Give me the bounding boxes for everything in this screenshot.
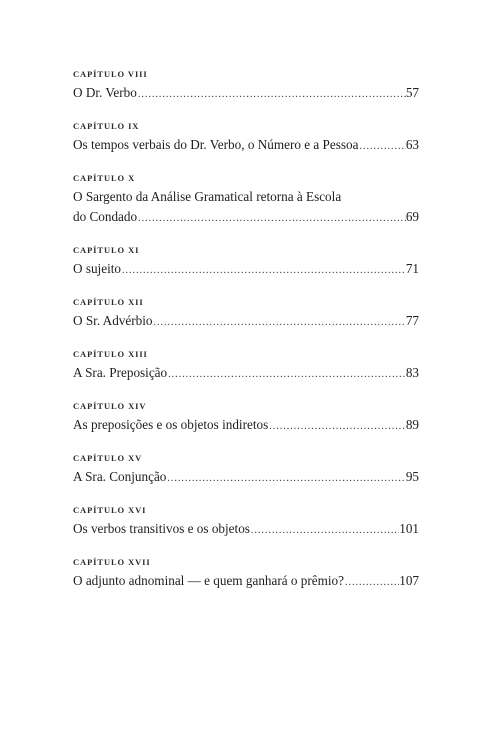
page-number: 101 (399, 521, 419, 536)
toc-entry-chapter-14[interactable] (73, 400, 419, 437)
chapter-title: As preposições e os objetos indiretos (73, 417, 269, 432)
chapter-label: CAPÍTULO IX (73, 121, 140, 131)
toc-entry-chapter-11[interactable] (73, 244, 419, 281)
table-of-contents (73, 68, 419, 608)
dot-leader (268, 417, 406, 437)
page-number: 89 (405, 417, 419, 432)
chapter-label: CAPÍTULO VIII (73, 69, 148, 79)
chapter-label: CAPÍTULO XI (73, 245, 140, 255)
page-number: 57 (405, 85, 419, 100)
toc-entry-chapter-8[interactable] (73, 68, 419, 105)
chapter-title: O Dr. Verbo (73, 85, 137, 100)
chapter-label: CAPÍTULO XV (73, 453, 143, 463)
chapter-label: CAPÍTULO X (73, 173, 136, 183)
chapter-title: O sujeito (73, 261, 121, 276)
chapter-title-line-1: O Sargento da Análise Gramatical retorna à Escola (73, 189, 342, 204)
chapter-title: A Sra. Preposição (73, 365, 168, 380)
chapter-title: O Sr. Advérbio (73, 313, 153, 328)
dot-leader (153, 313, 406, 333)
toc-entry-chapter-17[interactable] (73, 556, 419, 593)
page-number: 77 (405, 313, 419, 328)
toc-line (73, 363, 419, 385)
page-number: 69 (405, 209, 419, 224)
page-number: 83 (405, 365, 419, 380)
dot-leader (121, 261, 406, 281)
toc-entry-chapter-13[interactable] (73, 348, 419, 385)
toc-entry-chapter-15[interactable] (73, 452, 419, 489)
dot-leader (137, 85, 406, 105)
toc-line (73, 571, 419, 593)
page-number: 95 (405, 469, 419, 484)
toc-line (73, 467, 419, 489)
chapter-label: CAPÍTULO XIV (73, 401, 147, 411)
page-number: 71 (405, 261, 419, 276)
chapter-title: do Condado (73, 209, 138, 224)
dot-leader (344, 573, 399, 593)
toc-line (73, 311, 419, 333)
toc-entry-chapter-12[interactable] (73, 296, 419, 333)
toc-line (73, 135, 419, 157)
toc-line (73, 83, 419, 105)
toc-line (73, 259, 419, 281)
toc-entry-chapter-9[interactable] (73, 120, 419, 157)
dot-leader (358, 137, 405, 157)
toc-line (73, 519, 419, 541)
toc-line (73, 415, 419, 437)
chapter-label: CAPÍTULO XIII (73, 349, 148, 359)
chapter-label: CAPÍTULO XVII (73, 557, 151, 567)
page-number: 63 (405, 137, 419, 152)
toc-entry-chapter-16[interactable] (73, 504, 419, 541)
chapter-label: CAPÍTULO XVI (73, 505, 147, 515)
dot-leader (137, 209, 406, 229)
dot-leader (167, 365, 406, 385)
chapter-title: A Sra. Conjunção (73, 469, 167, 484)
chapter-title: Os verbos transitivos e os objetos (73, 521, 250, 536)
chapter-title: Os tempos verbais do Dr. Verbo, o Número e a Pessoa (73, 137, 359, 152)
chapter-label: CAPÍTULO XII (73, 297, 144, 307)
dot-leader (250, 521, 399, 541)
page-number: 107 (399, 573, 419, 588)
dot-leader (166, 469, 405, 489)
chapter-title: O adjunto adnominal — e quem ganhará o prêmio? (73, 573, 344, 588)
toc-line (73, 207, 419, 229)
toc-entry-chapter-10[interactable] (73, 172, 419, 229)
